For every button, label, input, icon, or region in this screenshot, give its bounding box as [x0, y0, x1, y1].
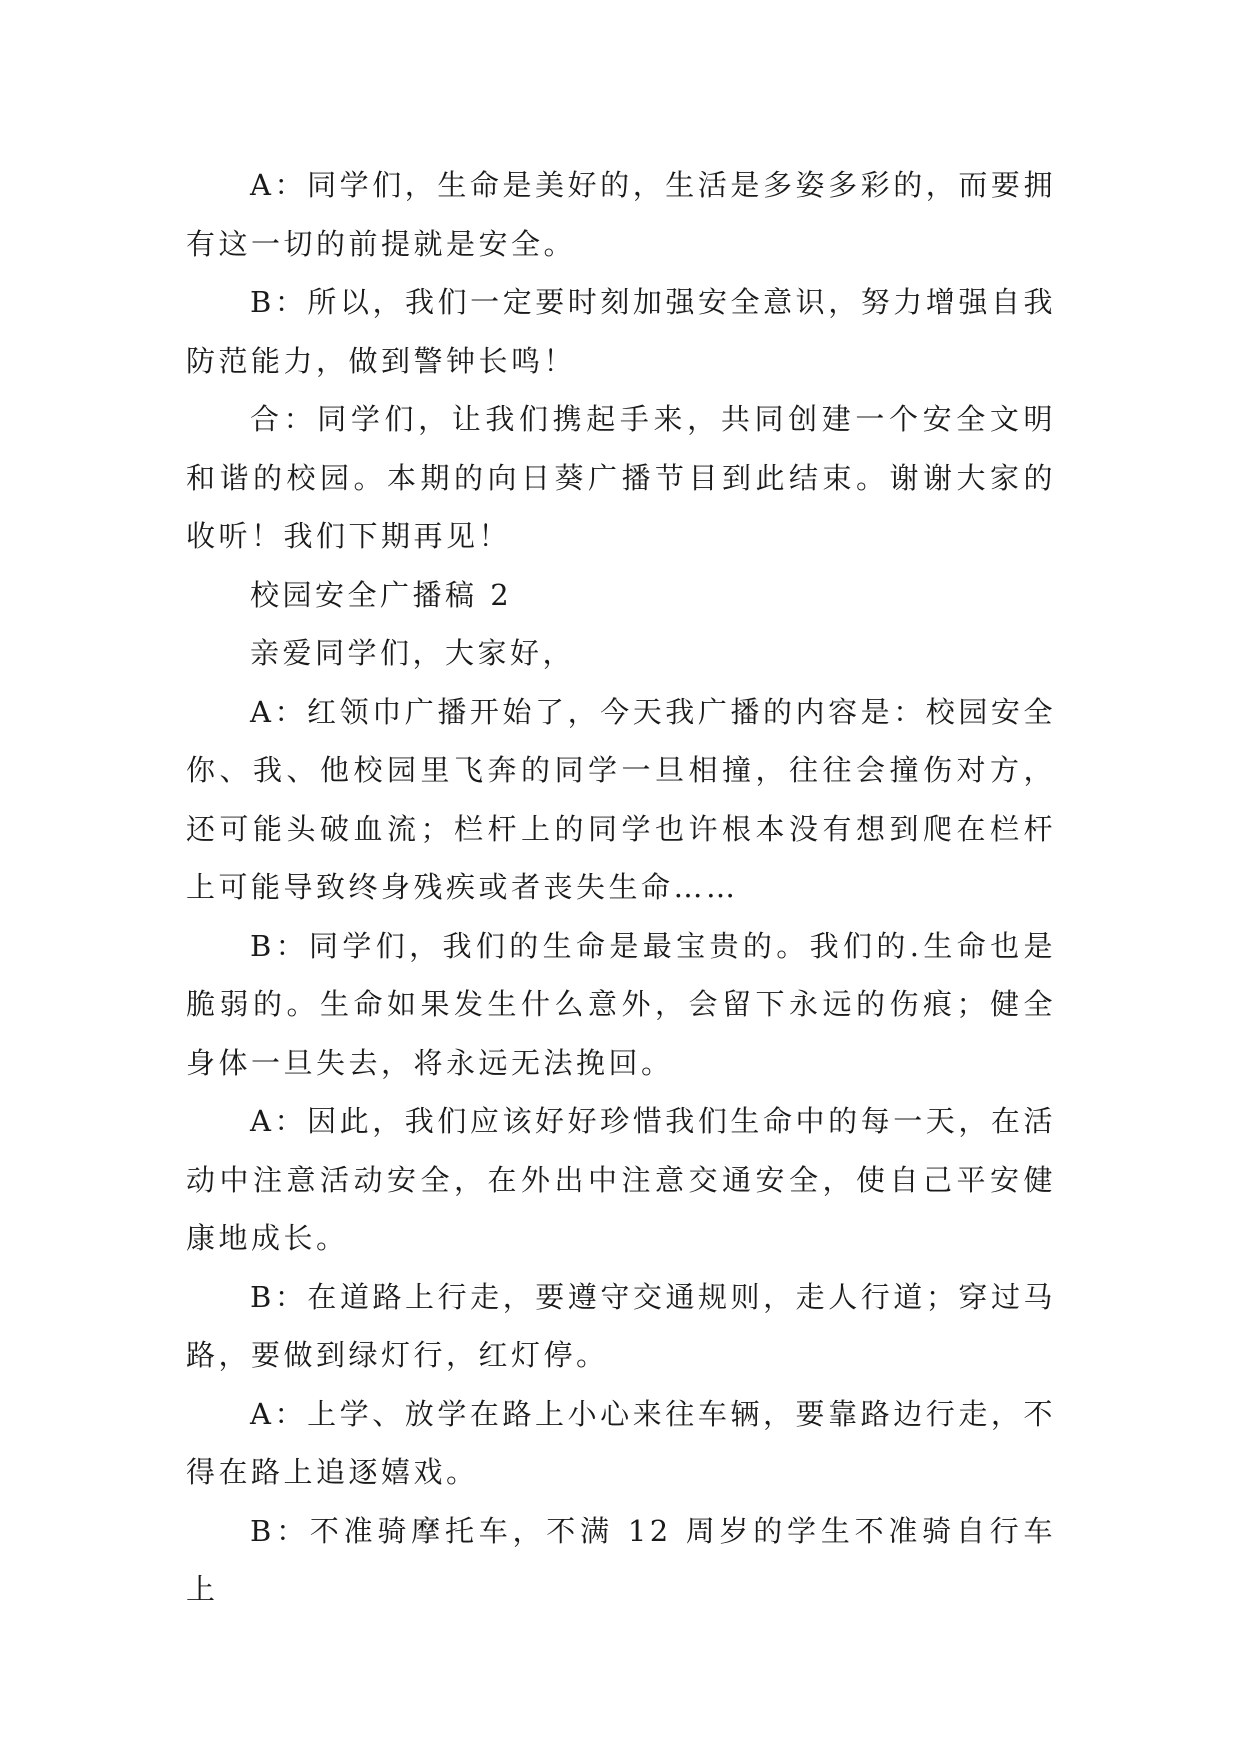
document-body	[186, 156, 1056, 1619]
paragraph-a-broadcast-start: A：红领巾广播开始了，今天我广播的内容是：校园安全你、我、他校园里飞奔的同学一旦相撞，往往会撞伤对方，还可能头破血流；栏杆上的同学也许根本没有想到爬在栏杆上可能导致终身残疾或者丧失生命……	[186, 694, 1056, 904]
paragraph-b-life-precious: B：同学们，我们的生命是最宝贵的。我们的.生命也是脆弱的。生命如果发生什么意外，会留下永远的伤痕；健全身体一旦失去，将永远无法挽回。	[186, 928, 1056, 1080]
paragraph-b-traffic-rules: B：在道路上行走，要遵守交通规则，走人行道；穿过马路，要做到绿灯行，红灯停。	[186, 1279, 1056, 1372]
paragraph-b-no-motorcycle: B：不准骑摩托车，不满 12 周岁的学生不准骑自行车上	[186, 1513, 1056, 1606]
paragraph-a-cherish-life: A：因此，我们应该好好珍惜我们生命中的每一天，在活动中注意活动安全，在外出中注意交通安全，使自己平安健康地成长。	[186, 1104, 1056, 1255]
section-heading: 校园安全广播稿 2	[250, 577, 513, 612]
paragraph-together-closing: 合：同学们，让我们携起手来，共同创建一个安全文明和谐的校园。本期的向日葵广播节目到此结束。谢谢大家的收听！我们下期再见！	[186, 402, 1056, 553]
paragraph-a-school-route: A：上学、放学在路上小心来往车辆，要靠路边行走，不得在路上追逐嬉戏。	[186, 1396, 1056, 1489]
paragraph-a-life-beautiful: A：同学们，生命是美好的，生活是多姿多彩的，而要拥有这一切的前提就是安全。	[186, 168, 1056, 261]
greeting: 亲爱同学们，大家好，	[250, 636, 576, 670]
paragraph-b-safety-awareness: B：所以，我们一定要时刻加强安全意识，努力增强自我防范能力，做到警钟长鸣！	[186, 285, 1056, 378]
